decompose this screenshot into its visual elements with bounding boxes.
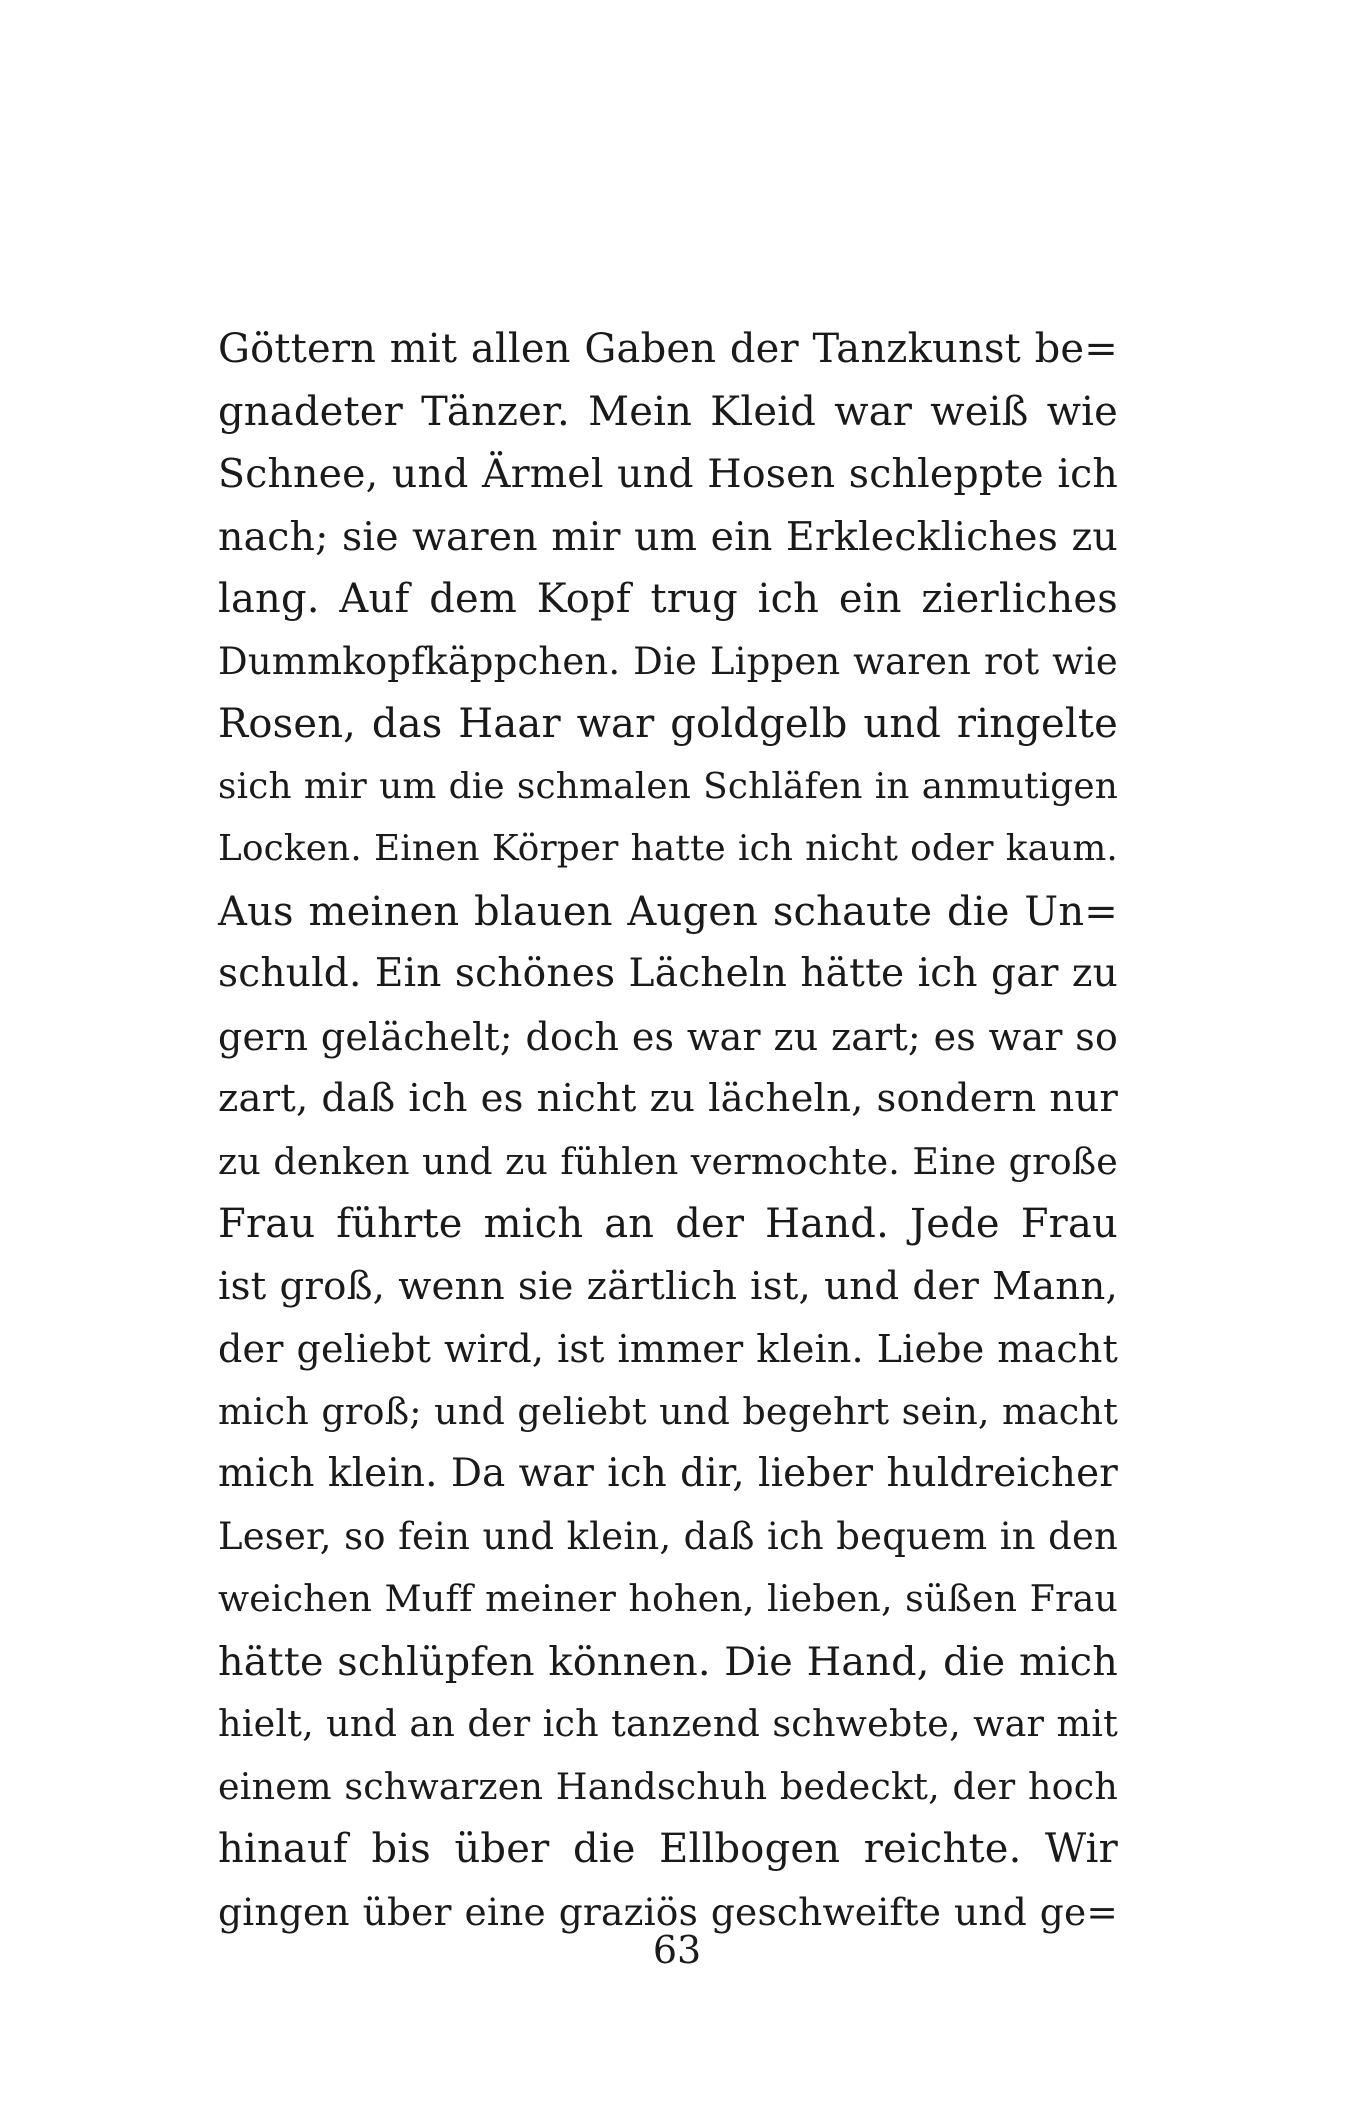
text-line: zart, daß ich es nicht zu lächeln, sondern nur [218,1076,1118,1121]
text-line: Locken. Einen Körper hatte ich nicht oder kaum. [218,828,1118,869]
text-line: Rosen, das Haar war goldgelb und ringelte [218,701,1118,747]
text-line: ist groß, wenn sie zärtlich ist, und der Mann, [218,1263,1118,1309]
text-line: Schnee, und Ärmel und Hosen schleppte ich [218,451,1118,497]
text-line: mich groß; und geliebt und begehrt sein, macht [218,1389,1118,1433]
text-line: zu denken und zu fühlen vermochte. Eine große [218,1139,1118,1183]
text-line: Göttern mit allen Gaben der Tanzkunst be= [218,326,1118,372]
text-line: mich klein. Da war ich dir, lieber huldreicher [218,1451,1118,1496]
text-line: Dummkopfkäppchen. Die Lippen waren rot wie [218,639,1118,683]
text-line: gern gelächelt; doch es war zu zart; es war so [218,1014,1118,1059]
text-line: hielt, und an der ich tanzend schwebte, war mit [218,1702,1118,1745]
page-number: 63 [652,1928,702,1972]
text-line: schuld. Ein schönes Lächeln hätte ich gar zu [218,951,1118,996]
text-line: Frau führte mich an der Hand. Jede Frau [218,1201,1118,1247]
text-line: gnadeter Tänzer. Mein Kleid war weiß wie [218,388,1118,435]
text-line: hinauf bis über die Ellbogen reichte. Wir [218,1826,1118,1872]
text-line: Aus meinen blauen Augen schaute die Un= [218,888,1118,935]
text-line: hätte schlüpfen können. Die Hand, die mich [218,1638,1118,1685]
text-line: nach; sie waren mir um ein Erkleckliches zu [218,513,1118,560]
text-line: einem schwarzen Handschuh bedeckt, der hoch [218,1764,1118,1808]
text-line: gingen über eine graziös geschweifte und ge= [218,1889,1118,1934]
text-line: sich mir um die schmalen Schläfen in anmutigen [218,765,1118,807]
text-line: Leser, so fein und klein, daß ich bequem in den [218,1514,1118,1558]
text-line: lang. Auf dem Kopf trug ich ein zierliches [218,576,1118,622]
text-line: weichen Muff meiner hohen, lieben, süßen Frau [218,1577,1118,1620]
text-line: der geliebt wird, ist immer klein. Liebe macht [218,1327,1118,1371]
body-text [218,318,1118,1943]
